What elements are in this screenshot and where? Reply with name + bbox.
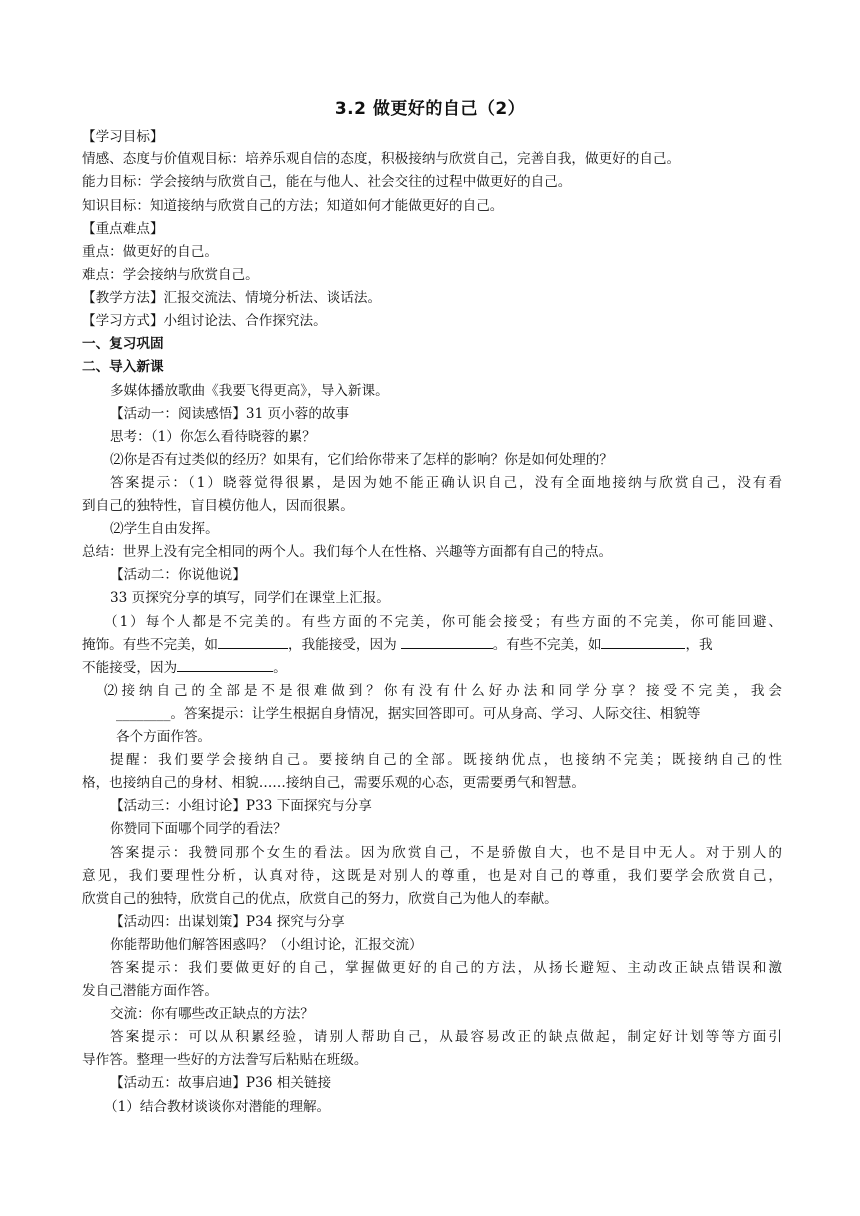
text-line: （1）结合教材谈谈你对潜能的理解。 xyxy=(104,1099,331,1115)
text-line: 答案提示：可以从积累经验，请别人帮助自己，从最容易改正的缺点做起，制定好计划等等方面引 xyxy=(110,1029,782,1045)
blank-field[interactable] xyxy=(177,657,273,672)
text-segment: 掩饰。有些不完美，如 xyxy=(82,637,218,653)
activity-heading: 【活动五：故事启迪】P36 相关链接 xyxy=(110,1075,332,1091)
text-line: 总结：世界上没有完全相同的两个人。我们每个人在性格、兴趣等方面都有自己的特点。 xyxy=(82,544,613,560)
activity-heading: 【活动二：你说他说】 xyxy=(110,567,246,583)
blank-field[interactable] xyxy=(218,634,288,649)
section-heading-goals: 【学习目标】 xyxy=(82,129,164,145)
text-line: 难点：学会接纳与欣赏自己。 xyxy=(82,267,259,283)
text-line: 答案提示：我们要做更好的自己，掌握做更好的自己的方法，从扬长避短、主动改正缺点错误和激 xyxy=(110,960,782,976)
blank-field[interactable] xyxy=(601,634,685,649)
text-line: 欣赏自己的独特，欣赏自己的优点，欣赏自己的努力，欣赏自己为他人的奉献。 xyxy=(82,891,558,907)
text-line: 你能帮助他们解答困惑吗？（小组讨论，汇报交流） xyxy=(110,937,423,953)
text-segment: ，我 xyxy=(685,637,713,653)
text-line: 答案提示：（1）晓蓉觉得很累，是因为她不能正确认识自己，没有全面地接纳与欣赏自己，没有看 xyxy=(110,475,782,491)
text-segment: ，我能接受，因为 xyxy=(287,637,397,653)
text-segment: 不能接受，因为 xyxy=(82,660,178,676)
section-heading-review: 一、复习巩固 xyxy=(82,336,164,352)
text-segment: 。 xyxy=(273,660,287,676)
text-line: 发自己潜能方面作答。 xyxy=(82,983,218,999)
text-line: 提醒：我们要学会接纳自己。要接纳自己的全部。既接纳优点，也接纳不完美；既接纳自己的性 xyxy=(110,752,782,768)
text-line: ⑵你是否有过类似的经历？如果有，它们给你带来了怎样的影响？你是如何处理的？ xyxy=(110,452,613,468)
text-line: 意见，我们要理性分析，认真对待，这既是对别人的尊重，也是对自己的尊重，我们要学会欣赏自己， xyxy=(82,868,782,884)
text-line: 【教学方法】汇报交流法、情境分析法、谈话法。 xyxy=(82,290,382,306)
text-segment: 。有些不完美，如 xyxy=(492,637,602,653)
text-line: 能力目标：学会接纳与欣赏自己，能在与他人、社会交往的过程中做更好的自己。 xyxy=(82,174,572,190)
text-line: 重点：做更好的自己。 xyxy=(82,244,218,260)
text-line: ________。答案提示：让学生根据自身情况，据实回答即可。可从身高、学习、人际交往、相貌等 xyxy=(116,706,701,722)
section-heading-new-lesson: 二、导入新课 xyxy=(82,359,164,375)
text-line: 33 页探究分享的填写，同学们在课堂上汇报。 xyxy=(110,590,390,606)
text-line: 你赞同下面哪个同学的看法？ xyxy=(110,821,287,837)
fill-in-line xyxy=(82,634,782,656)
blank-field[interactable] xyxy=(401,634,493,649)
text-line: 思考：（1）你怎么看待晓蓉的累？ xyxy=(110,429,316,445)
text-line: 多媒体播放歌曲《我要飞得更高》，导入新课。 xyxy=(110,383,389,399)
text-line: 答案提示：我赞同那个女生的看法。因为欣赏自己，不是骄傲自大，也不是目中无人。对于别人的 xyxy=(110,845,782,861)
activity-heading: 【活动一：阅读感悟】31 页小蓉的故事 xyxy=(110,406,350,422)
text-line: ⑵学生自由发挥。 xyxy=(110,521,219,537)
text-line: 知识目标：知道接纳与欣赏自己的方法；知道如何才能做更好的自己。 xyxy=(82,198,504,214)
text-line: 到自己的独特性，盲目模仿他人，因而很累。 xyxy=(82,498,354,514)
text-line: 格，也接纳自己的身材、相貌……接纳自己，需要乐观的心态，更需要勇气和智慧。 xyxy=(82,775,585,791)
activity-heading: 【活动四：出谋划策】P34 探究与分享 xyxy=(110,914,345,930)
section-heading-key-points: 【重点难点】 xyxy=(82,221,164,237)
text-line: （1）每个人都是不完美的。有些方面的不完美，你可能会接受；有些方面的不完美，你可能回避、 xyxy=(104,614,782,630)
text-line: 交流：你有哪些改正缺点的方法？ xyxy=(110,1006,314,1022)
fill-in-line xyxy=(82,657,782,679)
activity-heading: 【活动三：小组讨论】P33 下面探究与分享 xyxy=(110,798,372,814)
text-line: 导作答。整理一些好的方法誊写后粘贴在班级。 xyxy=(82,1052,368,1068)
text-line: 【学习方式】小组讨论法、合作探究法。 xyxy=(82,313,327,329)
text-line: 各个方面作答。 xyxy=(116,729,212,745)
page-title: 3.2 做更好的自己（2） xyxy=(334,99,526,119)
text-line: 情感、态度与价值观目标：培养乐观自信的态度，积极接纳与欣赏自己，完善自我，做更好的自己。 xyxy=(82,151,681,167)
text-line: ⑵接纳自己的全部是不是很难做到？你有没有什么好办法和同学分享？接受不完美，我会 xyxy=(104,683,782,699)
